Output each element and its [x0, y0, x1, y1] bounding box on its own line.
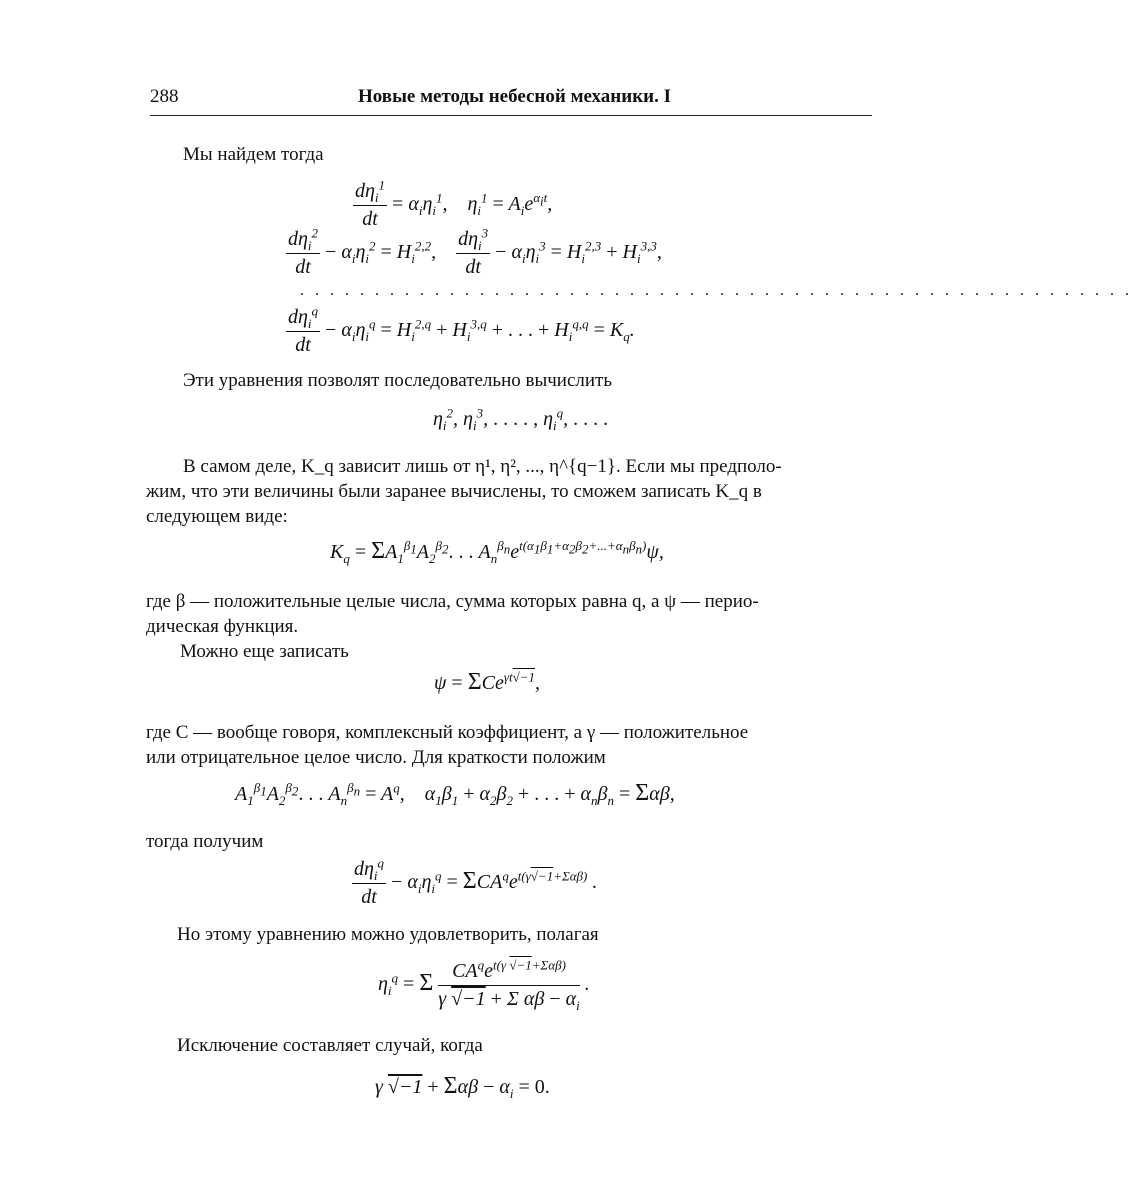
- equation: $\frac{d\eta_i^q}{dt}$ − $\alpha_i\eta_i^q = H_i^{2,q} + H_i^{3,q}$ + . . . + $H_i^{q,q} = K_q$.: [288, 303, 635, 356]
- equation: $\eta_i^q = \Sigma$ $\frac{CA^qe^{t(\gamma √-1+\Sigma\alpha\beta)}}{\gamma √-1 + \Sigma \alpha\beta - \alpha_i}$ .: [378, 957, 590, 1013]
- equation: γ $√-1 + \Sigma\alpha\beta - \alpha_i = 0$.: [375, 1073, 550, 1101]
- paragraph: где C — вообще говоря, комплексный коэффициент, а γ — положительное: [146, 722, 749, 743]
- page-number: 288: [150, 86, 179, 107]
- paragraph: или отрицательное целое число. Для краткости положим: [146, 747, 606, 768]
- equation: ψ = ΣCe$^{\gamma t√-1}$,: [434, 669, 541, 695]
- equation: $K_q = \Sigma A_1^{\beta_1}A_2^{\beta_2}$. . . $A_n^{\beta_n}e^{t(\alpha_1\beta_1+\alpha_2\beta_2+...+\alpha_n\beta_n)}\psi$,: [330, 538, 664, 566]
- paragraph: Эти уравнения позволят последовательно вычислить: [183, 370, 613, 391]
- paragraph: следующем виде:: [146, 506, 288, 527]
- paragraph: Исключение составляет случай, когда: [177, 1035, 483, 1056]
- paragraph: Можно еще записать: [180, 641, 349, 662]
- equation: $\frac{d\eta_i^1}{dt}$ = $\alpha_i\eta_i^1$, $\eta_i^1 = A_ie^{\alpha_it}$,: [355, 177, 553, 230]
- running-title: Новые методы небесной механики. I: [358, 86, 671, 107]
- equation: $A_1^{\beta_1}A_2^{\beta_2}$. . . $A_n^{\beta_n} = A^q$, $\alpha_1\beta_1 + \alpha_2\beta_2$ + . . . + $\alpha_n\beta_n = \Sigma\alpha\beta$,: [235, 780, 675, 808]
- paragraph: Но этому уравнению можно удовлетворить, полагая: [177, 924, 599, 945]
- ellipsis-row: ........................................................: [300, 282, 1140, 299]
- paragraph: тогда получим: [146, 831, 264, 852]
- header-rule: [150, 115, 872, 116]
- paragraph: дическая функция.: [146, 616, 299, 637]
- equation: $\frac{d\eta_i^q}{dt}$ − $\alpha_i\eta_i^q = \Sigma CA^qe^{t(\gamma√-1+\Sigma\alpha\beta)}$ .: [354, 855, 598, 908]
- paragraph: В самом деле, K_q зависит лишь от η¹, η², ..., η^{q−1}. Если мы предполо-: [183, 456, 782, 477]
- equation: $\eta_i^2$, $\eta_i^3$, . . . . , $\eta_i^q$, . . . .: [433, 405, 609, 433]
- paragraph: жим, что эти величины были заранее вычислены, то сможем записать K_q в: [146, 481, 762, 502]
- paragraph: где β — положительные целые числа, сумма которых равна q, а ψ — перио-: [146, 591, 759, 612]
- paragraph: Мы найдем тогда: [183, 144, 324, 165]
- equation: $\frac{d\eta_i^2}{dt}$ − $\alpha_i\eta_i^2 = H_i^{2,2}$, $\frac{d\eta_i^3}{dt}$ − $\alpha_i\eta_i^3 = H_i^{2,3} + H_i^{3,3}$,: [288, 225, 662, 278]
